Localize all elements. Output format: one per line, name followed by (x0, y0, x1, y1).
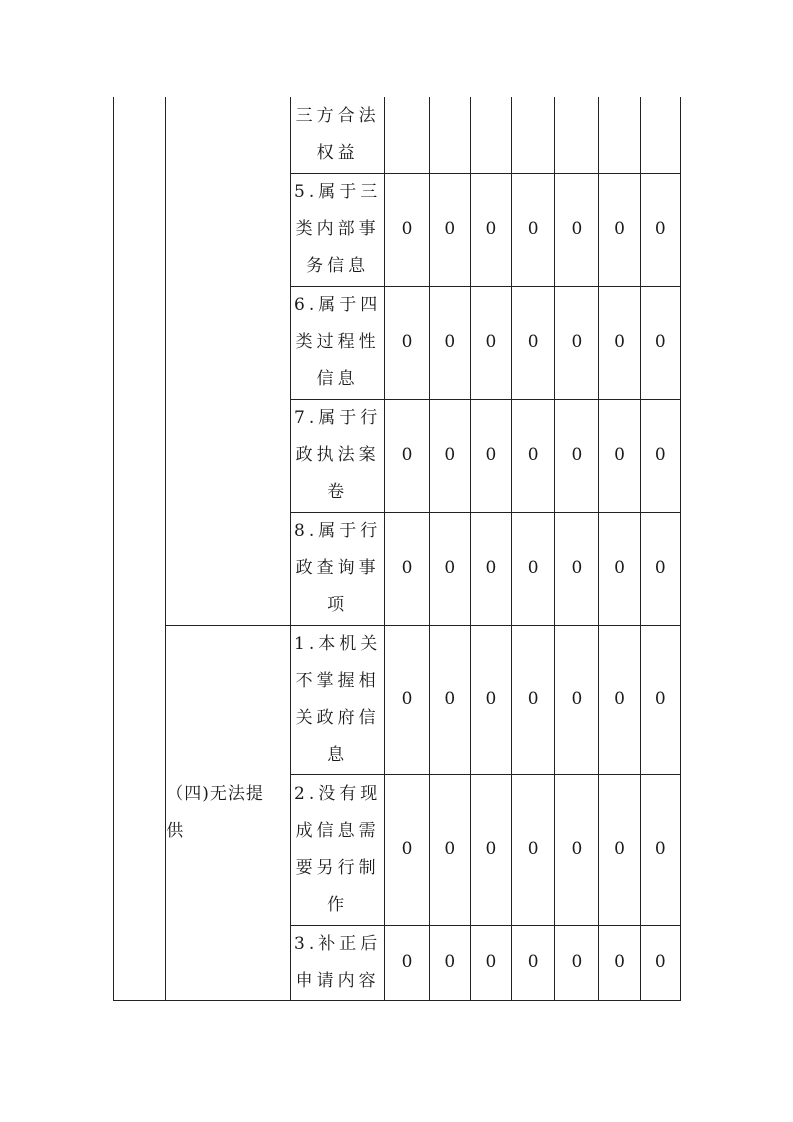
row-label-cell (290, 774, 385, 925)
value-cell: 0 (512, 925, 555, 1000)
row-label-line: 8.属于行 (294, 521, 382, 541)
category-4-cell (166, 625, 291, 1000)
row-label-line: 5.属于三 (294, 182, 382, 202)
table-body (114, 97, 681, 1000)
value-cell: 0 (555, 173, 599, 286)
category-cell-continued (166, 97, 291, 625)
value-cell (555, 97, 599, 173)
disclosure-table (113, 97, 681, 1001)
value-cell (385, 97, 429, 173)
value-cell: 0 (429, 625, 470, 774)
value-cell: 0 (555, 925, 599, 1000)
row-label-cell (290, 173, 385, 286)
value-cell: 0 (640, 286, 680, 399)
row-label-line: 关政府信 (295, 707, 380, 728)
row-label-line: 信息 (316, 369, 359, 389)
row-label-cell (290, 286, 385, 399)
table-row (114, 97, 681, 173)
value-cell (470, 97, 511, 173)
value-cell: 0 (470, 286, 511, 399)
value-cell: 0 (555, 399, 599, 512)
row-label-line: 卷 (327, 482, 349, 502)
value-cell: 0 (599, 625, 640, 774)
value-cell: 0 (640, 512, 680, 625)
value-cell: 0 (429, 925, 470, 1000)
value-cell: 0 (555, 286, 599, 399)
value-cell: 0 (385, 925, 429, 1000)
category-label-line: 供 (166, 820, 185, 841)
row-label-cell (290, 399, 385, 512)
value-cell: 0 (385, 173, 429, 286)
value-cell: 0 (512, 286, 555, 399)
row-label-cell (290, 625, 385, 774)
row-label-line: 项 (327, 595, 349, 615)
value-cell: 0 (470, 399, 511, 512)
value-cell: 0 (512, 625, 555, 774)
value-cell: 0 (640, 925, 680, 1000)
row-label-line: 政查询事 (295, 558, 380, 578)
row-label-line: 三方合法 (295, 105, 380, 126)
value-cell: 0 (385, 625, 429, 774)
outer-category-cell (114, 97, 166, 1000)
value-cell: 0 (429, 774, 470, 925)
row-label-line: 类过程性 (295, 332, 380, 352)
value-cell: 0 (599, 399, 640, 512)
value-cell: 0 (512, 399, 555, 512)
value-cell: 0 (429, 399, 470, 512)
row-label-line: 1.本机关 (294, 633, 382, 654)
value-cell: 0 (555, 512, 599, 625)
value-cell (599, 97, 640, 173)
value-cell: 0 (599, 925, 640, 1000)
row-label-line: 作 (327, 894, 349, 915)
row-label-line: 政执法案 (295, 445, 380, 465)
value-cell: 0 (599, 173, 640, 286)
table-row (114, 625, 681, 774)
row-label-line: 类内部事 (295, 219, 380, 239)
row-label-line: 7.属于行 (294, 408, 382, 428)
row-label-line: 息 (327, 744, 349, 765)
row-label-line: 2.没有现 (294, 783, 382, 804)
value-cell (429, 97, 470, 173)
value-cell: 0 (512, 512, 555, 625)
value-cell: 0 (385, 286, 429, 399)
row-label-line: 要另行制 (295, 857, 380, 878)
value-cell: 0 (470, 625, 511, 774)
value-cell: 0 (640, 774, 680, 925)
value-cell (512, 97, 555, 173)
value-cell: 0 (555, 625, 599, 774)
value-cell: 0 (640, 625, 680, 774)
value-cell: 0 (640, 173, 680, 286)
row-label-line: 申请内容 (295, 970, 380, 991)
row-label-line: 务信息 (306, 256, 370, 276)
value-cell: 0 (512, 774, 555, 925)
row-label-cell (290, 97, 385, 173)
row-label-line: 3.补正后 (294, 933, 382, 954)
value-cell (640, 97, 680, 173)
value-cell: 0 (512, 173, 555, 286)
value-cell: 0 (429, 286, 470, 399)
value-cell: 0 (470, 925, 511, 1000)
category-label-line: （四)无法提 (166, 783, 264, 804)
value-cell: 0 (470, 512, 511, 625)
value-cell: 0 (599, 774, 640, 925)
row-label-line: 6.属于四 (294, 295, 382, 315)
row-label-line: 不掌握相 (295, 670, 380, 691)
row-label-line: 权益 (316, 142, 359, 163)
row-label-cell (290, 925, 385, 1000)
value-cell: 0 (470, 774, 511, 925)
value-cell: 0 (429, 512, 470, 625)
value-cell: 0 (385, 774, 429, 925)
row-label-line: 成信息需 (295, 820, 380, 841)
value-cell: 0 (640, 399, 680, 512)
value-cell: 0 (555, 774, 599, 925)
value-cell: 0 (385, 399, 429, 512)
value-cell: 0 (599, 286, 640, 399)
value-cell: 0 (385, 512, 429, 625)
value-cell: 0 (429, 173, 470, 286)
value-cell: 0 (599, 512, 640, 625)
row-label-cell (290, 512, 385, 625)
value-cell: 0 (470, 173, 511, 286)
